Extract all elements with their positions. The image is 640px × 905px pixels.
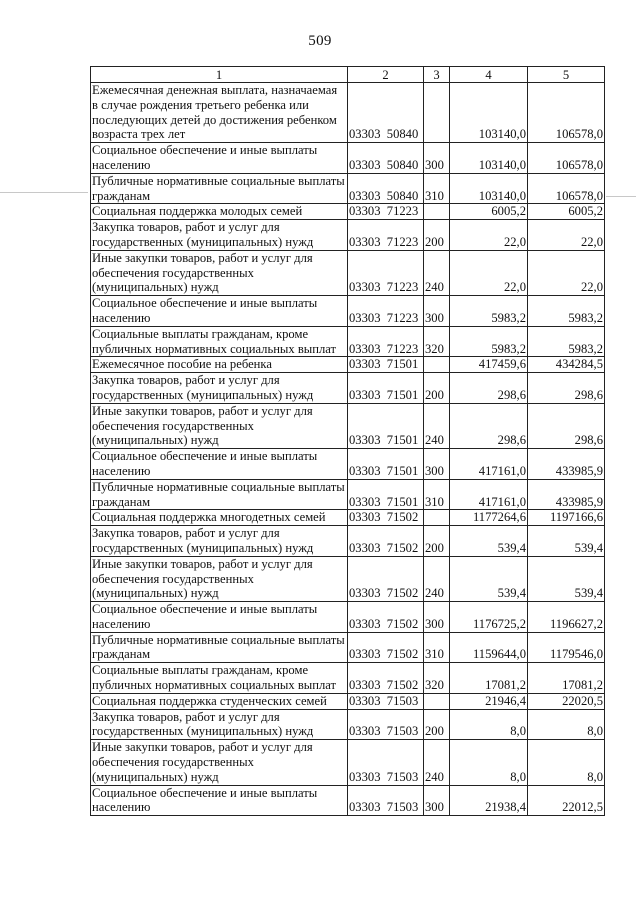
- table-row: [91, 449, 605, 480]
- expense-type-code: 300: [424, 602, 450, 633]
- target-code: 03303 71501: [348, 403, 424, 448]
- target-code: 03303 71503: [348, 785, 424, 816]
- amount-year-1: 1176725,2: [450, 602, 528, 633]
- target-code: 03303 71503: [348, 740, 424, 785]
- expense-type-code: 200: [424, 709, 450, 740]
- amount-year-1: 21938,4: [450, 785, 528, 816]
- target-code: 03303 71223: [348, 326, 424, 357]
- target-code: 03303 71501: [348, 449, 424, 480]
- target-code: 03303 71503: [348, 693, 424, 709]
- amount-year-1: 103140,0: [450, 173, 528, 204]
- amount-year-1: 1177264,6: [450, 510, 528, 526]
- table-row: [91, 510, 605, 526]
- amount-year-1: 539,4: [450, 556, 528, 601]
- expense-type-code: 200: [424, 526, 450, 557]
- table-row: [91, 602, 605, 633]
- table-row: [91, 357, 605, 373]
- table-row: [91, 296, 605, 327]
- column-header-4: 4: [450, 67, 528, 83]
- table-row: [91, 373, 605, 404]
- column-header-1: 1: [91, 67, 348, 83]
- target-code: 03303 71501: [348, 479, 424, 510]
- table-header-row: [91, 67, 605, 83]
- table-row: [91, 663, 605, 694]
- page-number: 509: [308, 33, 332, 49]
- expense-type-code: 200: [424, 373, 450, 404]
- table-row: [91, 173, 605, 204]
- item-name: Социальное обеспечение и иные выплаты населению: [91, 785, 348, 816]
- amount-year-2: 433985,9: [528, 479, 605, 510]
- amount-year-2: 17081,2: [528, 663, 605, 694]
- table-row: [91, 526, 605, 557]
- expense-type-code: 240: [424, 740, 450, 785]
- item-name: Социальные выплаты гражданам, кроме публичных нормативных социальных выплат: [91, 663, 348, 694]
- amount-year-1: 1159644,0: [450, 632, 528, 663]
- target-code: 03303 50840: [348, 143, 424, 174]
- amount-year-1: 417459,6: [450, 357, 528, 373]
- table-row: [91, 479, 605, 510]
- expense-type-code: 310: [424, 173, 450, 204]
- expense-type-code: 300: [424, 296, 450, 327]
- item-name: Ежемесячное пособие на ребенка: [91, 357, 348, 373]
- expense-type-code: 240: [424, 403, 450, 448]
- target-code: 03303 71501: [348, 373, 424, 404]
- target-code: 03303 71502: [348, 632, 424, 663]
- target-code: 03303 71501: [348, 357, 424, 373]
- amount-year-2: 106578,0: [528, 143, 605, 174]
- amount-year-1: 21946,4: [450, 693, 528, 709]
- amount-year-2: 22012,5: [528, 785, 605, 816]
- amount-year-2: 433985,9: [528, 449, 605, 480]
- table-row: [91, 740, 605, 785]
- amount-year-2: 1179546,0: [528, 632, 605, 663]
- amount-year-1: 417161,0: [450, 479, 528, 510]
- expense-type-code: 300: [424, 449, 450, 480]
- target-code: 03303 71503: [348, 709, 424, 740]
- amount-year-2: 298,6: [528, 403, 605, 448]
- table-row: [91, 250, 605, 295]
- table-row: [91, 693, 605, 709]
- table-row: [91, 403, 605, 448]
- column-header-2: 2: [348, 67, 424, 83]
- target-code: 03303 50840: [348, 173, 424, 204]
- table-body: [91, 83, 605, 816]
- amount-year-1: 5983,2: [450, 326, 528, 357]
- amount-year-2: 22,0: [528, 220, 605, 251]
- table-row: [91, 220, 605, 251]
- item-name: Иные закупки товаров, работ и услуг для обеспечения государственных (муниципальных) нужд: [91, 556, 348, 601]
- table-row: [91, 785, 605, 816]
- expense-type-code: [424, 357, 450, 373]
- expense-type-code: [424, 83, 450, 143]
- column-header-5: 5: [528, 67, 605, 83]
- expense-type-code: [424, 204, 450, 220]
- amount-year-1: 298,6: [450, 403, 528, 448]
- item-name: Иные закупки товаров, работ и услуг для обеспечения государственных (муниципальных) нужд: [91, 403, 348, 448]
- item-name: Публичные нормативные социальные выплаты гражданам: [91, 632, 348, 663]
- table-row: [91, 143, 605, 174]
- target-code: 03303 71223: [348, 250, 424, 295]
- amount-year-2: 6005,2: [528, 204, 605, 220]
- target-code: 03303 50840: [348, 83, 424, 143]
- amount-year-1: 22,0: [450, 220, 528, 251]
- item-name: Социальная поддержка молодых семей: [91, 204, 348, 220]
- amount-year-2: 5983,2: [528, 296, 605, 327]
- item-name: Социальное обеспечение и иные выплаты населению: [91, 602, 348, 633]
- amount-year-2: 106578,0: [528, 83, 605, 143]
- item-name: Закупка товаров, работ и услуг для государственных (муниципальных) нужд: [91, 220, 348, 251]
- scan-artifact: [0, 192, 88, 193]
- amount-year-1: 103140,0: [450, 143, 528, 174]
- item-name: Публичные нормативные социальные выплаты гражданам: [91, 173, 348, 204]
- expense-type-code: 300: [424, 785, 450, 816]
- expense-type-code: 310: [424, 632, 450, 663]
- table-row: [91, 83, 605, 143]
- amount-year-2: 434284,5: [528, 357, 605, 373]
- amount-year-1: 6005,2: [450, 204, 528, 220]
- item-name: Публичные нормативные социальные выплаты гражданам: [91, 479, 348, 510]
- amount-year-1: 103140,0: [450, 83, 528, 143]
- expense-type-code: [424, 693, 450, 709]
- amount-year-2: 22020,5: [528, 693, 605, 709]
- amount-year-1: 417161,0: [450, 449, 528, 480]
- column-header-3: 3: [424, 67, 450, 83]
- expense-type-code: 320: [424, 326, 450, 357]
- amount-year-1: 17081,2: [450, 663, 528, 694]
- expense-type-code: 200: [424, 220, 450, 251]
- amount-year-2: 298,6: [528, 373, 605, 404]
- expense-type-code: [424, 510, 450, 526]
- target-code: 03303 71223: [348, 204, 424, 220]
- item-name: Социальные выплаты гражданам, кроме публичных нормативных социальных выплат: [91, 326, 348, 357]
- amount-year-1: 8,0: [450, 740, 528, 785]
- table-row: [91, 709, 605, 740]
- item-name: Социальное обеспечение и иные выплаты населению: [91, 449, 348, 480]
- table-row: [91, 632, 605, 663]
- target-code: 03303 71502: [348, 663, 424, 694]
- target-code: 03303 71502: [348, 602, 424, 633]
- item-name: Иные закупки товаров, работ и услуг для обеспечения государственных (муниципальных) нужд: [91, 250, 348, 295]
- amount-year-2: 1197166,6: [528, 510, 605, 526]
- item-name: Социальная поддержка многодетных семей: [91, 510, 348, 526]
- amount-year-2: 8,0: [528, 740, 605, 785]
- amount-year-2: 539,4: [528, 556, 605, 601]
- budget-table: [90, 66, 605, 816]
- target-code: 03303 71223: [348, 296, 424, 327]
- amount-year-1: 539,4: [450, 526, 528, 557]
- expense-type-code: 240: [424, 556, 450, 601]
- scan-artifact: [606, 196, 636, 197]
- item-name: Социальное обеспечение и иные выплаты населению: [91, 296, 348, 327]
- target-code: 03303 71502: [348, 556, 424, 601]
- item-name: Социальное обеспечение и иные выплаты населению: [91, 143, 348, 174]
- amount-year-2: 106578,0: [528, 173, 605, 204]
- target-code: 03303 71502: [348, 510, 424, 526]
- amount-year-2: 1196627,2: [528, 602, 605, 633]
- expense-type-code: 320: [424, 663, 450, 694]
- expense-type-code: 300: [424, 143, 450, 174]
- target-code: 03303 71502: [348, 526, 424, 557]
- amount-year-2: 539,4: [528, 526, 605, 557]
- amount-year-1: 5983,2: [450, 296, 528, 327]
- item-name: Ежемесячная денежная выплата, назначаемая в случае рождения третьего ребенка или последующих детей до достижения ребенком возраста трех лет: [91, 83, 348, 143]
- amount-year-2: 8,0: [528, 709, 605, 740]
- table-row: [91, 556, 605, 601]
- expense-type-code: 310: [424, 479, 450, 510]
- amount-year-2: 22,0: [528, 250, 605, 295]
- table-row: [91, 326, 605, 357]
- item-name: Закупка товаров, работ и услуг для государственных (муниципальных) нужд: [91, 526, 348, 557]
- amount-year-1: 298,6: [450, 373, 528, 404]
- item-name: Закупка товаров, работ и услуг для государственных (муниципальных) нужд: [91, 709, 348, 740]
- amount-year-1: 22,0: [450, 250, 528, 295]
- amount-year-1: 8,0: [450, 709, 528, 740]
- target-code: 03303 71223: [348, 220, 424, 251]
- amount-year-2: 5983,2: [528, 326, 605, 357]
- item-name: Иные закупки товаров, работ и услуг для обеспечения государственных (муниципальных) нужд: [91, 740, 348, 785]
- item-name: Закупка товаров, работ и услуг для государственных (муниципальных) нужд: [91, 373, 348, 404]
- item-name: Социальная поддержка студенческих семей: [91, 693, 348, 709]
- table-row: [91, 204, 605, 220]
- expense-type-code: 240: [424, 250, 450, 295]
